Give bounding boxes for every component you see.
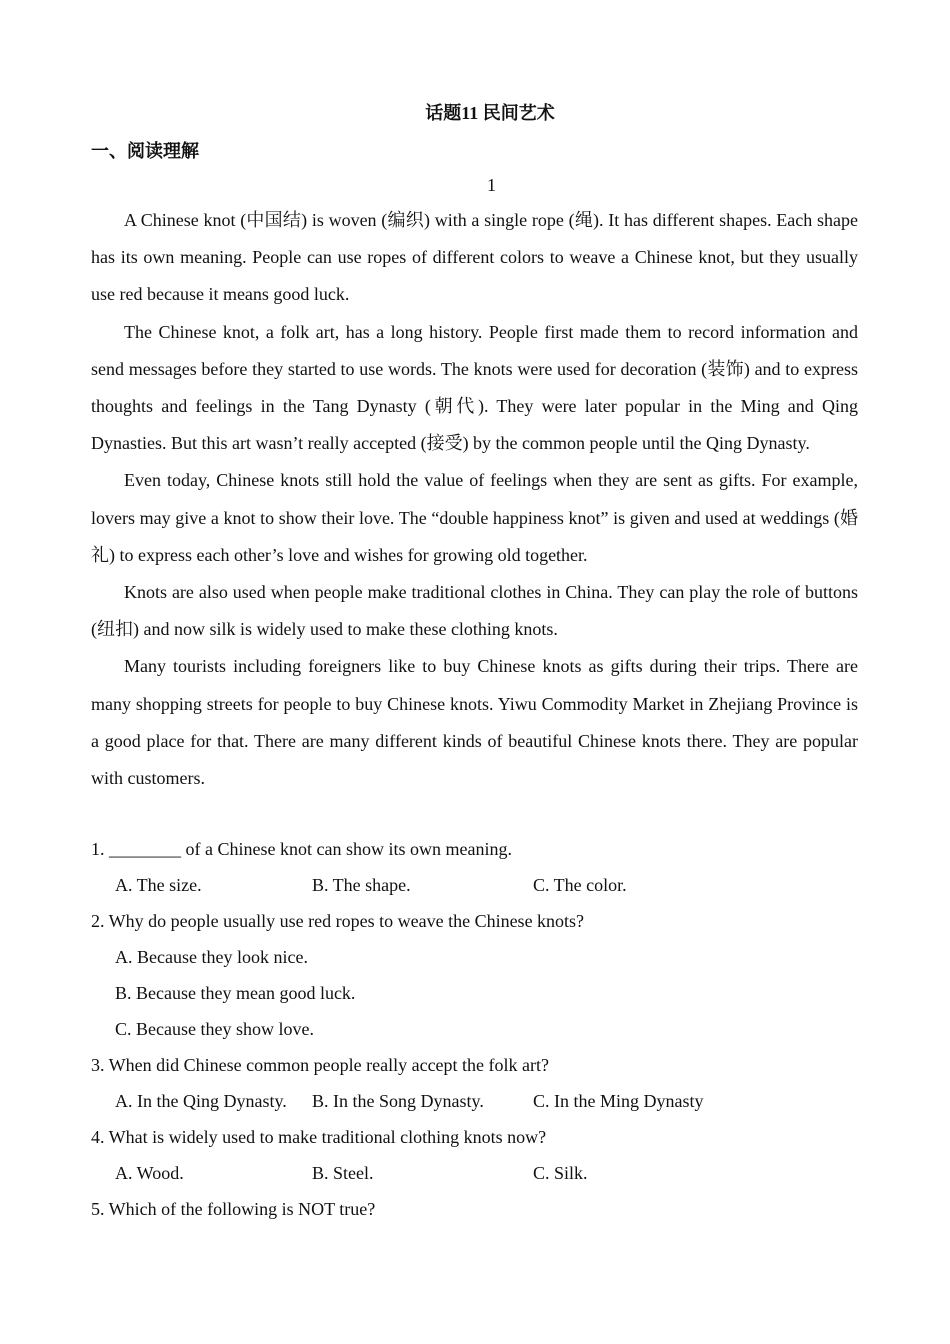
paragraph-2: The Chinese knot, a folk art, has a long history. People first made them to record information and send messages before they started to use words. The knots were used for decoration (装饰) and to express thoughts and feelings in the Tang Dynasty (朝代). They were later popular in the Ming and Qing Dynasties. But this art wasn’t really accepted (接受) by the common people until the Qing Dynasty. [91, 321, 858, 454]
reading-passage [91, 202, 858, 797]
question-4-option-a[interactable]: A. Wood. [115, 1163, 184, 1183]
question-5-stem: 5. Which of the following is NOT true? [91, 1199, 376, 1219]
question-2-stem: 2. Why do people usually use red ropes to weave the Chinese knots? [91, 911, 585, 931]
question-3-option-c[interactable]: C. In the Ming Dynasty [533, 1091, 704, 1111]
question-list [91, 831, 858, 1227]
question-3-options [91, 1083, 858, 1119]
question-4-stem: 4. What is widely used to make traditional clothing knots now? [91, 1127, 547, 1147]
question-3-option-b[interactable]: B. In the Song Dynasty. [312, 1091, 484, 1111]
question-1-option-a[interactable]: A. The size. [115, 875, 202, 895]
page-title: 话题11 民间艺术 [425, 103, 555, 123]
question-2-option-b[interactable]: B. Because they mean good luck. [115, 983, 356, 1003]
question-1-option-b[interactable]: B. The shape. [312, 875, 411, 895]
section-heading: 一、阅读理解 [91, 141, 199, 161]
question-1-option-c[interactable]: C. The color. [533, 875, 627, 895]
question-3-option-a[interactable]: A. In the Qing Dynasty. [115, 1091, 287, 1111]
question-1-stem: 1. ________ of a Chinese knot can show its own meaning. [91, 839, 512, 859]
paragraph-3: Even today, Chinese knots still hold the value of feelings when they are sent as gifts. For example, lovers may give a knot to show their love. The “double happiness knot” is given and used at weddings (婚礼) to express each other’s love and wishes for growing old together. [91, 470, 858, 565]
paragraph-1: A Chinese knot (中国结) is woven (编织) with a single rope (绳). It has different shapes. Each shape has its own meaning. People can use ropes of different colors to weave a Chinese knot, but they usually use red because it means good luck. [91, 210, 858, 305]
paragraph-4: Knots are also used when people make traditional clothes in China. They can play the role of buttons (纽扣) and now silk is widely used to make these clothing knots. [91, 582, 858, 640]
paragraph-5: Many tourists including foreigners like to buy Chinese knots as gifts during their trips. There are many shopping streets for people to buy Chinese knots. Yiwu Commodity Market in Zhejiang Province is a good place for that. There are many different kinds of beautiful Chinese knots there. They are popular with customers. [91, 656, 858, 789]
passage-number: 1 [487, 175, 496, 195]
question-4-option-b[interactable]: B. Steel. [312, 1163, 374, 1183]
question-2-option-a[interactable]: A. Because they look nice. [115, 947, 308, 967]
question-2-option-c[interactable]: C. Because they show love. [115, 1019, 314, 1039]
question-4-option-c[interactable]: C. Silk. [533, 1163, 588, 1183]
question-4-options [91, 1155, 858, 1191]
question-3-stem: 3. When did Chinese common people really accept the folk art? [91, 1055, 550, 1075]
question-1-options [91, 867, 858, 903]
